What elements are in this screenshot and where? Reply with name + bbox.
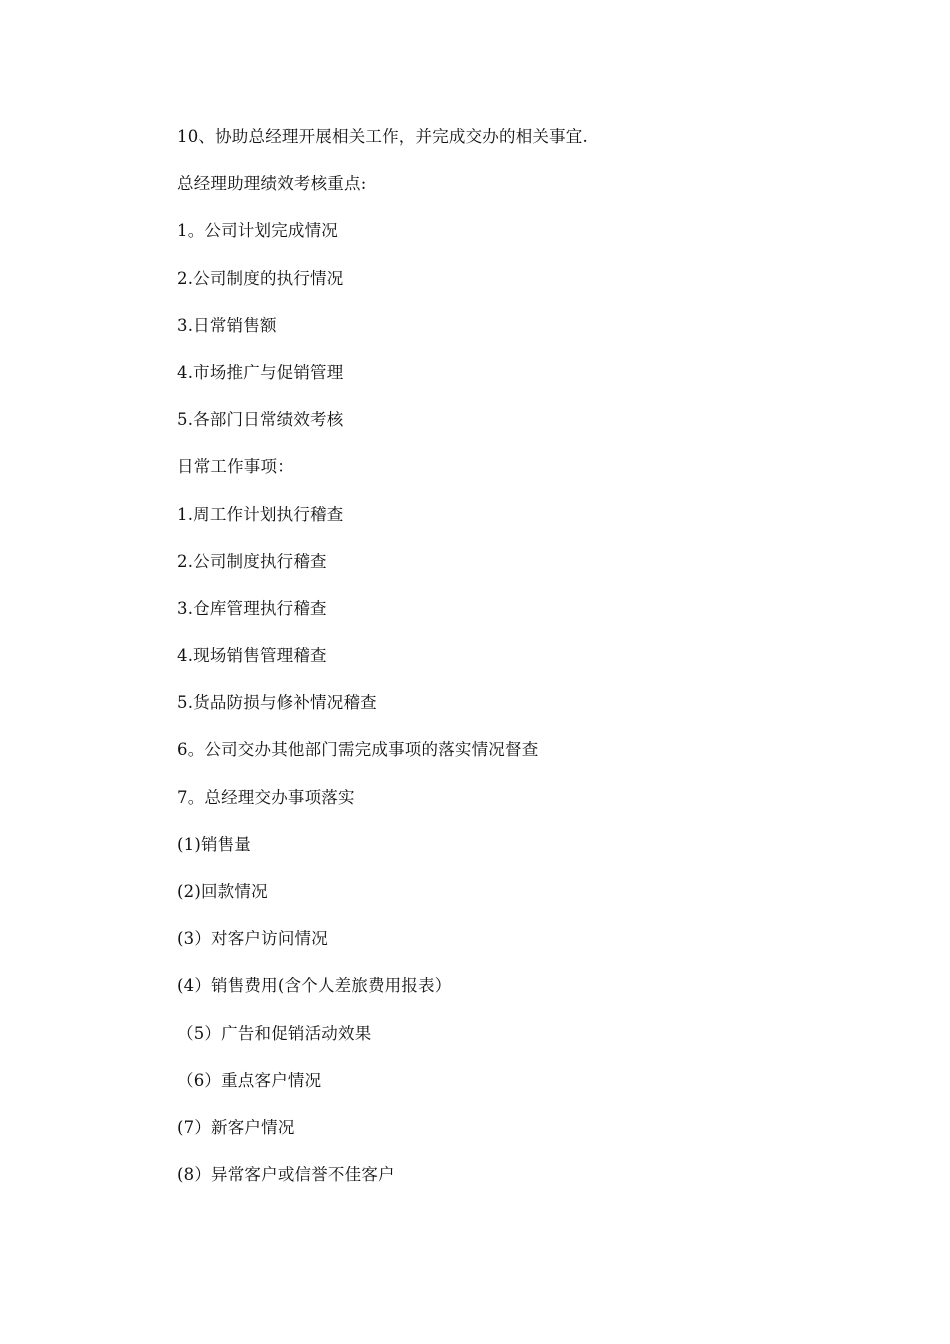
subtask-item-4: (4）销售费用(含个人差旅费用报表）: [177, 976, 452, 996]
task-item-3: 3.仓库管理执行稽查: [177, 598, 327, 618]
subtask-item-7: (7）新客户情况: [177, 1117, 295, 1137]
task-item-2: 2.公司制度执行稽查: [177, 551, 327, 571]
task-item-7: 7。总经理交办事项落实: [177, 787, 355, 807]
kpi-item-3: 3.日常销售额: [177, 315, 277, 335]
subtask-item-1: (1)销售量: [177, 834, 252, 854]
subtask-item-3: (3）对客户访问情况: [177, 929, 328, 949]
task-item-6: 6。公司交办其他部门需完成事项的落实情况督查: [177, 740, 539, 760]
document-body: [177, 124, 817, 1209]
task-item-5: 5.货品防损与修补情况稽查: [177, 693, 377, 713]
text-line-duty-10: 10、协助总经理开展相关工作，并完成交办的相关事宜.: [177, 127, 588, 146]
subtask-item-5: （5）广告和促销活动效果: [177, 1023, 372, 1043]
heading-daily-tasks: 日常工作事项：: [177, 457, 294, 477]
subtask-item-2: (2)回款情况: [177, 882, 268, 901]
heading-kpi-focus: 总经理助理绩效考核重点:: [177, 174, 367, 194]
subtask-item-8: (8）异常客户或信誉不佳客户: [177, 1165, 395, 1185]
kpi-item-1: 1。公司计划完成情况: [177, 221, 338, 241]
kpi-item-5: 5.各部门日常绩效考核: [177, 410, 344, 430]
subtask-item-6: （6）重点客户情况: [177, 1070, 322, 1090]
task-item-1: 1.周工作计划执行稽查: [177, 504, 344, 524]
kpi-item-2: 2.公司制度的执行情况: [177, 268, 344, 288]
kpi-item-4: 4.市场推广与促销管理: [177, 362, 344, 382]
task-item-4: 4.现场销售管理稽查: [177, 646, 327, 666]
